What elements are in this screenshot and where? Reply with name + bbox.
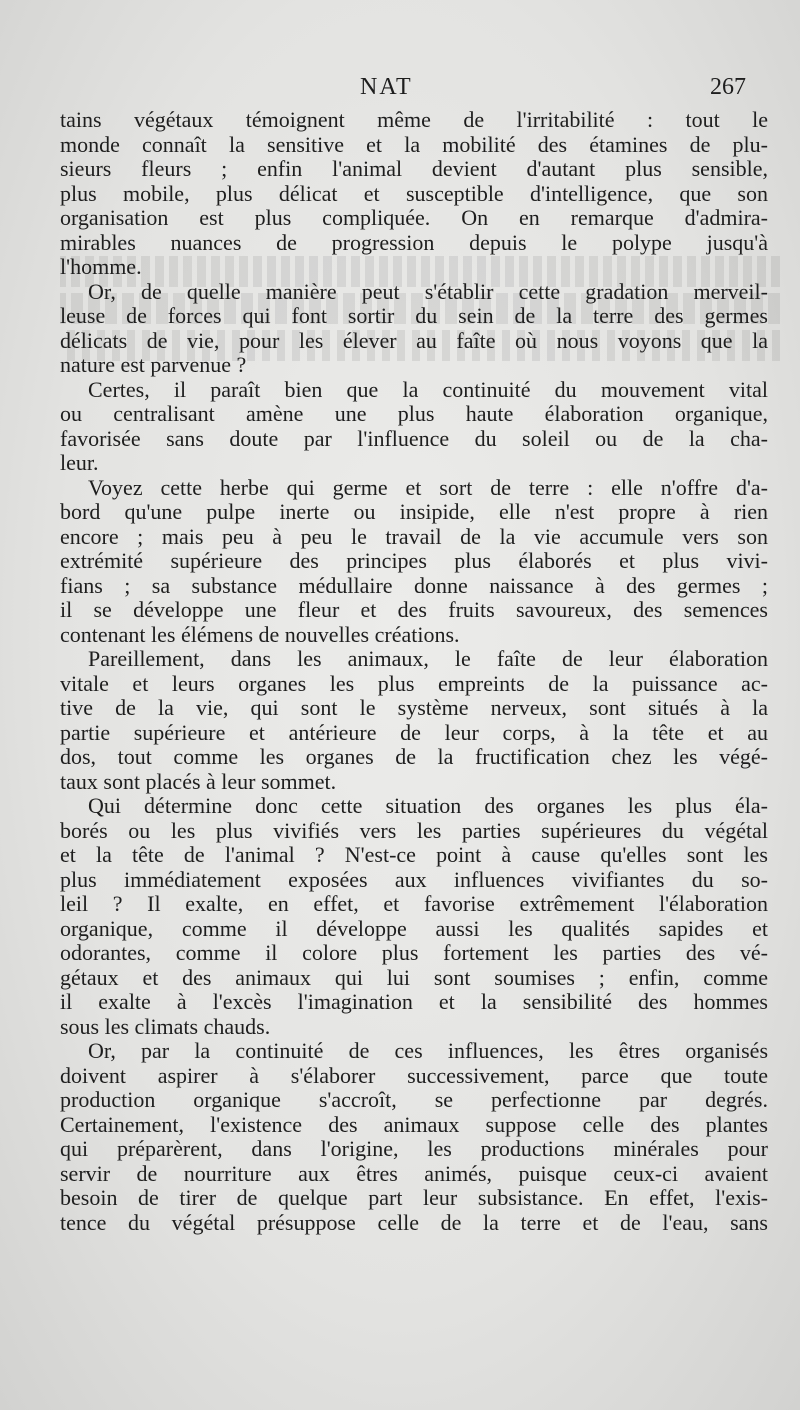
text-line: doivent aspirer à s'élaborer successivement, parce que toute <box>60 1062 768 1088</box>
text-line: sous les climats chauds. <box>60 1013 271 1039</box>
text-line: contenant les élémens de nouvelles créations. <box>60 621 460 647</box>
text-line: plus mobile, plus délicat et susceptible d'intelligence, que son <box>60 180 768 206</box>
body-text <box>60 108 768 1235</box>
text-line: il se développe une fleur et des fruits savoureux, des semences <box>60 597 768 622</box>
text-line: leur. <box>60 450 99 475</box>
text-line: il exalte à l'excès l'imagination et la sensibilité des hommes <box>60 989 768 1014</box>
text-line: leil ? Il exalte, en effet, et favorise extrêmement l'élaboration <box>60 891 768 916</box>
text-line: bord qu'une pulpe inerte ou insipide, elle n'est propre à rien <box>60 499 768 524</box>
text-line: borés ou les plus vivifiés vers les parties supérieures du végétal <box>60 817 768 843</box>
text-line: besoin de tirer de quelque part leur subsistance. En effet, l'exis- <box>60 1185 768 1210</box>
text-line: organisation est plus compliquée. On en remarque d'admira- <box>60 205 768 230</box>
text-line: fians ; sa substance médullaire donne naissance à des germes ; <box>60 572 768 598</box>
text-line: vitale et leurs organes les plus empreints de la puissance ac- <box>60 670 768 696</box>
text-line: Qui détermine donc cette situation des organes les plus éla- <box>88 793 768 818</box>
text-line: Voyez cette herbe qui germe et sort de terre : elle n'offre d'a- <box>88 474 768 500</box>
text-line: tence du végétal présuppose celle de la terre et de l'eau, sans <box>60 1209 768 1235</box>
text-line: délicats de vie, pour les élever au faîte où nous voyons que la <box>60 327 768 353</box>
text-line: production organique s'accroît, se perfectionne par degrés. <box>60 1087 768 1112</box>
text-line: qui préparèrent, dans l'origine, les productions minérales pour <box>60 1136 768 1161</box>
text-line: dos, tout comme les organes de la fructification chez les végé- <box>60 744 768 769</box>
text-line: encore ; mais peu à peu le travail de la vie accumule vers son <box>60 523 768 549</box>
text-line: servir de nourriture aux êtres animés, puisque ceux-ci avaient <box>60 1160 768 1186</box>
text-line: gétaux et des animaux qui lui sont soumises ; enfin, comme <box>60 964 768 990</box>
text-line: tive de la vie, qui sont le système nerveux, sont situés à la <box>60 695 768 720</box>
text-line: favorisée sans doute par l'influence du soleil ou de la cha- <box>60 425 768 451</box>
text-line: mirables nuances de progression depuis le polype jusqu'à <box>60 229 768 255</box>
text-line: sieurs fleurs ; enfin l'animal devient d'autant plus sensible, <box>60 156 768 181</box>
text-line: tains végétaux témoignent même de l'irritabilité : tout le <box>60 107 768 132</box>
text-line: l'homme. <box>60 254 142 279</box>
text-line: taux sont placés à leur sommet. <box>60 768 337 794</box>
text-line: Certainement, l'existence des animaux suppose celle des plantes <box>60 1111 768 1137</box>
running-head: NAT <box>360 74 413 100</box>
text-line: plus immédiatement exposées aux influences vivifiantes du so- <box>60 866 768 892</box>
page-header <box>60 74 746 108</box>
text-line: ou centralisant amène une plus haute élaboration organique, <box>60 401 768 426</box>
text-line: nature est parvenue ? <box>60 352 247 377</box>
page-number: 267 <box>710 74 746 100</box>
text-line: odorantes, comme il colore plus fortement les parties des vé- <box>60 940 768 965</box>
text-line: Pareillement, dans les animaux, le faîte de leur élaboration <box>88 646 768 671</box>
text-line: et la tête de l'animal ? N'est-ce point à cause qu'elles sont les <box>60 842 768 867</box>
text-line: Or, par la continuité de ces influences, les êtres organisés <box>88 1038 768 1063</box>
text-line: extrémité supérieure des principes plus élaborés et plus vivi- <box>60 548 768 573</box>
text-line: partie supérieure et antérieure de leur corps, à la tête et au <box>60 719 768 745</box>
text-line: organique, comme il développe aussi les qualités sapides et <box>60 915 768 941</box>
text-line: monde connaît la sensitive et la mobilité des étamines de plu- <box>60 131 768 157</box>
text-line: Certes, il paraît bien que la continuité du mouvement vital <box>88 376 768 402</box>
text-line: Or, de quelle manière peut s'établir cette gradation merveil- <box>88 278 768 304</box>
text-line: leuse de forces qui font sortir du sein de la terre des germes <box>60 303 768 328</box>
